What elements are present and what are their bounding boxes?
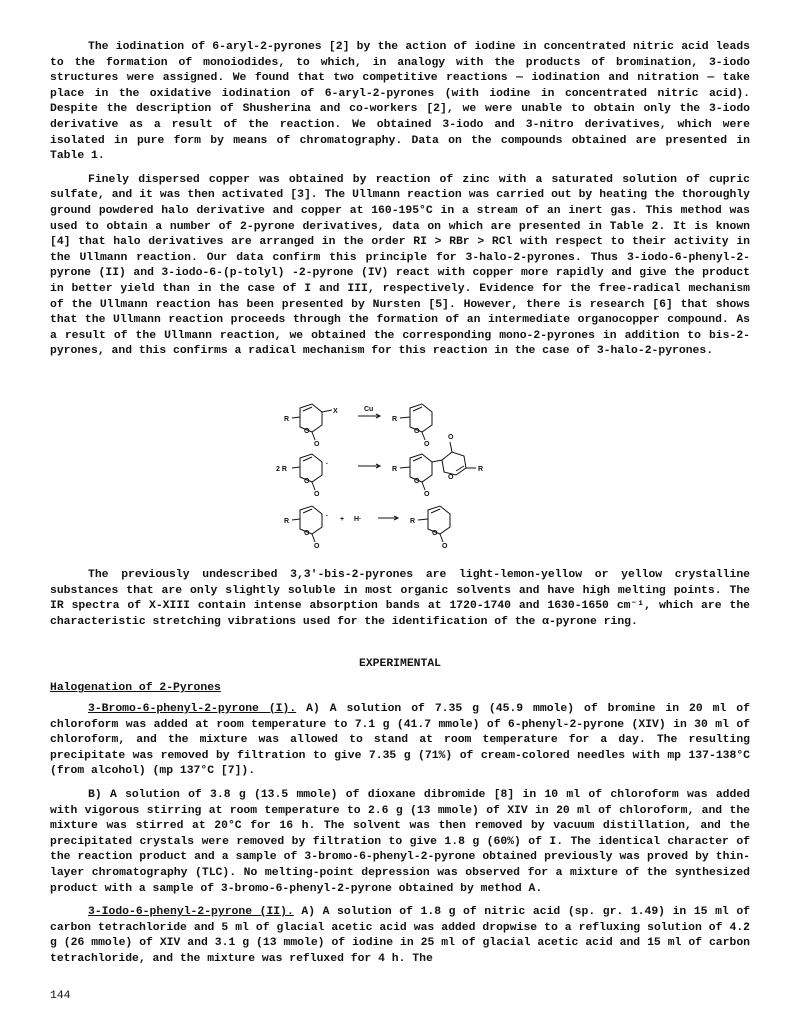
scheme-o-carbonyl-4: O xyxy=(424,491,430,498)
scheme-cu: Cu xyxy=(364,406,374,413)
scheme-radical-dot-2: · xyxy=(326,513,329,520)
scheme-o-carbonyl-2: O xyxy=(424,441,430,448)
paragraph-compound1-method-a xyxy=(50,702,750,780)
scheme-o-ring-1: O xyxy=(304,428,310,435)
paragraph-bis-pyrones: The previously undescribed 3,3'-bis-2-pyrones are light-lemon-yellow or yellow crystalline substances that are only slightly soluble in most organic solvents and have high melting points. The IR spectra of X-XIII contain intense absorption bands at 1720-1740 and 1630-1650 cm⁻¹, which are the characteristic stretching vibrations used for the identification of the α-pyrone ring. xyxy=(50,569,750,628)
scheme-r-3: R xyxy=(392,466,398,473)
scheme-o-carbonyl-1: O xyxy=(314,441,320,448)
subsection-title-halogenation: Halogenation of 2-Pyrones xyxy=(50,682,221,694)
compound2-name: 3-Iodo-6-phenyl-2-pyrone (II). xyxy=(88,906,294,919)
scheme-o-carbonyl-6: O xyxy=(314,543,320,550)
compound1-method-a-text: A) A solution of 7.35 g (45.9 mmole) of bromine in 20 ml of chloroform was added at room temperature to 7.1 g (41.7 mmole) of 6-phenyl-2-pyrone (XIV) in 30 ml of chloroform, and the mixture was allowed to stand at room temperature for a day. The resulting precipitate was removed by filtration to give 7.35 g (71%) of cream-colored needles with mp 137-138°C (from alcohol) (mp 137°C [7]). xyxy=(50,703,750,778)
intro-text-block xyxy=(50,40,750,360)
scheme-r-6: R xyxy=(410,518,416,525)
scheme-o-ring-4: O xyxy=(414,478,420,485)
scheme-o-ring-7: O xyxy=(432,530,438,537)
paragraph-iodination: The iodination of 6-aryl-2-pyrones [2] by the action of iodine in concentrated nitric acid leads to the formation of monoiodides, to which, in analogy with the products of bromination, 3-iodo structures were assigned. We found that two competitive reactions — iodination and nitration — take place in the oxidative iodination of 6-aryl-2-pyrones (with iodine in concentrated nitric acid). Despite the description of Shusherina and co-workers [2], we were unable to obtain only the 3-iodo derivative as a result of the reaction. We obtained 3-iodo and 3-nitro derivatives, which were isolated in pure form by means of chromatography. Data on the compounds obtained are presented in Table 1. xyxy=(50,41,750,163)
scheme-o-ring-2: O xyxy=(414,428,420,435)
scheme-plus: + xyxy=(340,516,345,523)
paragraph-compound1-method-b: B) A solution of 3.8 g (13.5 mmole) of dioxane dibromide [8] in 10 ml of chloroform was added with vigorous stirring at room temperature to 2.6 g (13 mmole) of XIV in 20 ml of chloroform, and the mixture was stirred at 20°C for 16 h. The solvent was then removed by vacuum distillation, and the precipitated crystals were removed by filtration to give 1.8 g (60%) of I. The identical character of the reaction product and a sample of 3-bromo-6-phenyl-2-pyrone obtained previously was proved by thin-layer chromatography (TLC). No melting-point depression was observed for a mixture of the synthesized product with a sample of 3-bromo-6-phenyl-2-pyrone obtained by method A. xyxy=(50,788,750,895)
scheme-o-carbonyl-5: O xyxy=(448,434,454,441)
scheme-radical-dot-1: · xyxy=(326,461,329,468)
compound2-method-a-text: A) A solution of 1.8 g of nitric acid (sp. gr. 1.49) in 15 ml of carbon tetrachloride and 5 ml of glacial acetic acid was added dropwise to a refluxing solution of 4.2 g (26 mmole) of XIV and 3.1 g (13 mmole) of iodine in 25 ml of glacial acetic acid and 15 ml of carbon tetrachloride, and the mixture was refluxed for 4 h. The xyxy=(50,906,750,965)
scheme-o-ring-5: O xyxy=(448,474,454,481)
scheme-r-1: R xyxy=(284,416,290,423)
paragraph-compound2-method-a xyxy=(50,905,750,967)
experimental-text-block xyxy=(50,702,750,968)
bis-pyrone-text-block xyxy=(50,568,750,630)
scheme-r-5: R xyxy=(284,518,290,525)
scheme-h-dot: H· xyxy=(354,516,362,523)
scheme-o-ring-3: O xyxy=(304,478,310,485)
scheme-r-4: R xyxy=(478,466,484,473)
scheme-x: X xyxy=(333,408,338,415)
scheme-two-r: 2 R xyxy=(276,466,287,473)
compound1-name: 3-Bromo-6-phenyl-2-pyrone (I). xyxy=(88,703,297,715)
reaction-scheme xyxy=(270,398,510,558)
scheme-r-2: R xyxy=(392,416,398,423)
scheme-o-ring-6: O xyxy=(304,530,310,537)
section-title-experimental: EXPERIMENTAL xyxy=(358,658,442,670)
scheme-o-carbonyl-7: O xyxy=(442,543,448,550)
scheme-o-carbonyl-3: O xyxy=(314,491,320,498)
page-number: 144 xyxy=(50,990,71,1002)
paragraph-ullmann: Finely dispersed copper was obtained by reaction of zinc with a saturated solution of cupric sulfate, and it was then activated [3]. The Ullmann reaction was carried out by heating the thoroughly ground powdered halo derivative and copper at 160-195°C in a stream of an inert gas. This method was used to obtain a number of 2-pyrone derivatives, data on which are presented in Table 2. It is known [4] that halo derivatives are arranged in the order RI > RBr > RCl with respect to their activity in the Ullmann reaction. Our data confirm this principle for 3-halo-2-pyrones. Thus 3-iodo-6-phenyl-2-pyrone (II) and 3-iodo-6-(p-tolyl) -2-pyrone (IV) react with copper more rapidly and give the product in better yield than in the case of I and III, respectively. Evidence for the free-radical mechanism of the Ullmann reaction has been presented by Nursten [5]. However, there is research [6] that shows that the Ullmann reaction proceeds through the formation of an intermediate organocopper compound. As a result of the Ullmann reaction, we obtained the corresponding mono-2-pyrones in addition to bis-2-pyrones, and this confirms a radical mechanism for this reaction in the case of 3-halo-2-pyrones. xyxy=(50,173,750,358)
